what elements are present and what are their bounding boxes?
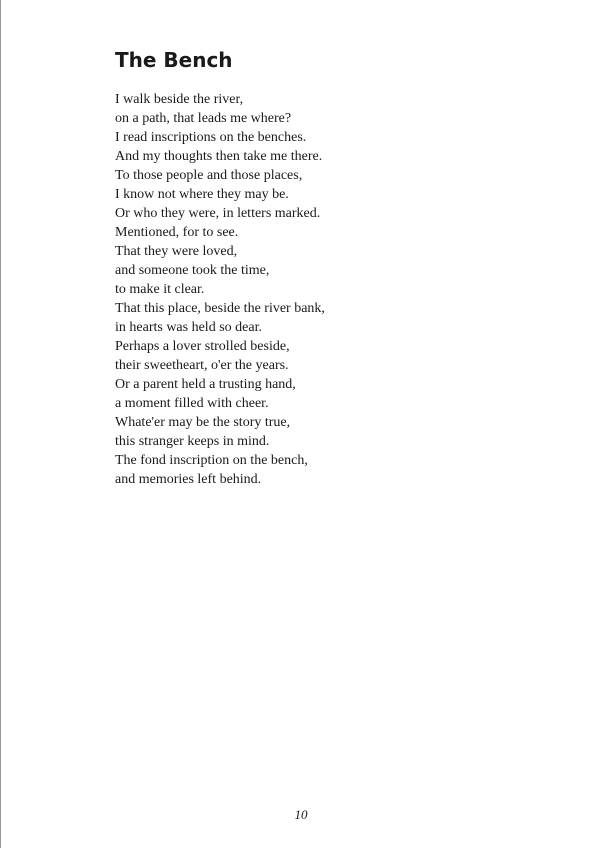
- poem-line: this stranger keeps in mind.: [115, 434, 270, 449]
- poem-line: Mentioned, for to see.: [115, 225, 239, 240]
- poem-line: Perhaps a lover strolled beside,: [115, 339, 290, 354]
- poem-line: And my thoughts then take me there.: [115, 149, 323, 164]
- poem-body: [115, 90, 535, 489]
- poem-line: I read inscriptions on the benches.: [115, 130, 307, 145]
- poem-line: To those people and those places,: [115, 168, 303, 183]
- poem-line: I know not where they may be.: [115, 187, 289, 202]
- poem-line: Or who they were, in letters marked.: [115, 206, 321, 221]
- poem-line: Or a parent held a trusting hand,: [115, 377, 296, 392]
- poem-line: on a path, that leads me where?: [115, 111, 292, 126]
- poem-line: their sweetheart, o'er the years.: [115, 358, 289, 373]
- poem-line: and memories left behind.: [115, 472, 262, 487]
- poem-line: I walk beside the river,: [115, 92, 244, 107]
- poem-line: That they were loved,: [115, 244, 238, 259]
- poem-line: The fond inscription on the bench,: [115, 453, 308, 468]
- poem-line: Whate'er may be the story true,: [115, 415, 291, 430]
- poem-line: That this place, beside the river bank,: [115, 301, 325, 316]
- page-number: 10: [294, 807, 308, 822]
- poem-line: and someone took the time,: [115, 263, 270, 278]
- poem-line: in hearts was held so dear.: [115, 320, 262, 335]
- poem-line: a moment filled with cheer.: [115, 396, 269, 411]
- poem-line: to make it clear.: [115, 282, 205, 297]
- poem-title: The Bench: [115, 48, 233, 72]
